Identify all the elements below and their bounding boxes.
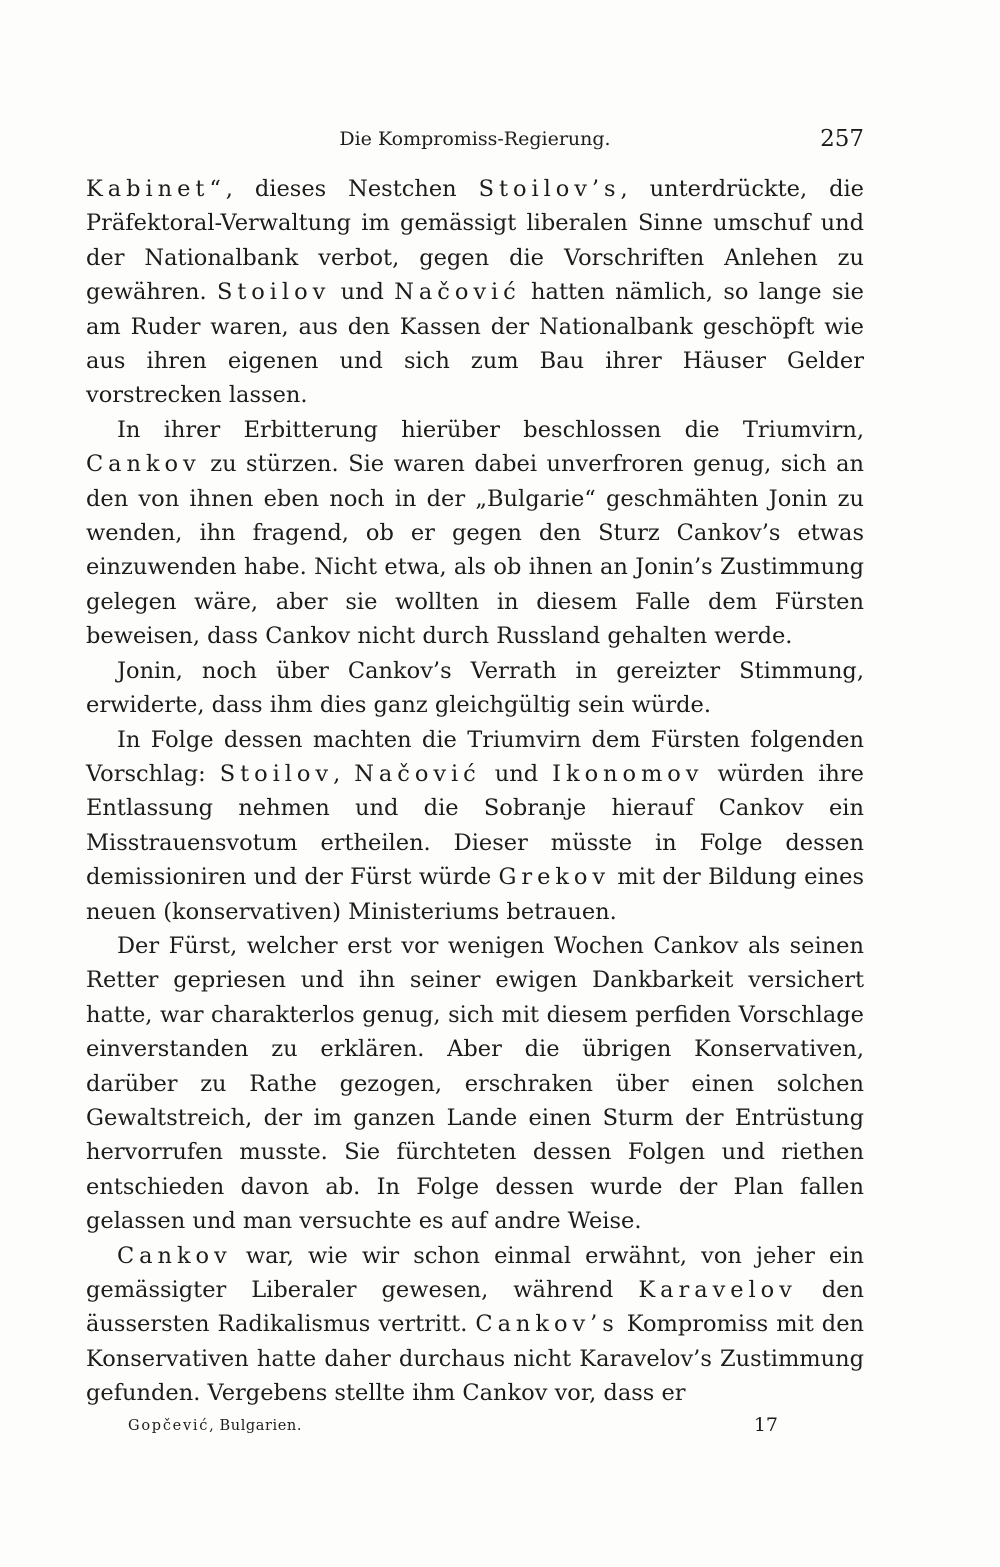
paragraph xyxy=(86,1239,864,1411)
paragraph xyxy=(86,723,864,929)
text-run: hatten nämlich, so lange sie am Ruder waren, aus den Kassen der Nationalbank geschöpft wie aus ihren eigenen und sich zum Bau ihrer Häuser Gelder vorstrecken lassen. xyxy=(86,279,865,409)
text-run: Jonin, noch über Cankov’s Verrath in gereizter Stimmung, erwiderte, dass ihm dies ganz gleichgültig sein würde. xyxy=(86,657,864,719)
spaced-name: Stoilov’s xyxy=(478,176,621,202)
paragraph xyxy=(86,654,864,723)
spaced-name: Stoilov xyxy=(216,279,331,306)
text-run: In ihrer Erbitterung hierüber beschlossen die Triumvirn, xyxy=(117,416,864,443)
text-run: , unterdrückte, die Präfektoral-Verwaltung im gemässigt liberalen Sinne umschuf und der Nationalbank verbot, gegen die Vorschriften Anlehen zu gewähren. xyxy=(86,176,864,306)
spaced-name: Stoilov xyxy=(219,760,334,787)
spaced-name: Cankov’s xyxy=(475,1311,619,1338)
printer-signature xyxy=(128,1418,302,1434)
text-run: , xyxy=(333,760,355,787)
body-text xyxy=(86,172,864,1411)
spaced-name: Karavelov xyxy=(638,1277,797,1303)
spaced-name: Cankov xyxy=(86,451,201,478)
text-run: zu stürzen. Sie waren dabei unverfroren genug, sich an den von ihnen eben noch in der „Bulgarie“ geschmähten Jonin zu wenden, ihn fragend, ob er gegen den Sturz Cankov’s etwas einzuwenden habe. Nicht etwa, als ob ihnen an Jonin’s Zustimmung gelegen wäre, aber sie wollten in diesem Falle dem Fürsten beweisen, dass Cankov nicht durch Russland gehalten werde. xyxy=(86,451,864,650)
text-run: mit der Bildung eines neuen (konservativen) Ministeriums betrauen. xyxy=(86,864,864,925)
running-head xyxy=(86,126,864,156)
text-run: Kompromiss mit den Konservativen hatte daher durchaus nicht Karavelov’s Zustimmung gefunden. Vergebens stellte ihm Cankov vor, dass er xyxy=(86,1311,865,1407)
text-run: und xyxy=(330,279,395,306)
text-run: und xyxy=(480,760,553,787)
spaced-name: Cankov xyxy=(117,1242,232,1269)
text-run: Der Fürst, welcher erst vor wenigen Wochen Cankov als seinen Retter gepriesen und ihn seiner ewigen Dankbarkeit versichert hatte, war charakterlos genug, sich mit diesem perfiden Vorschlage einverstanden zu erklären. Aber die übrigen Konservativen, darüber zu Rathe gezogen, erschraken über einen solchen Gewaltstreich, der im ganzen Lande einen Sturm der Entrüstung hervorrufen musste. Sie fürchteten dessen Folgen und riethen entschieden davon ab. In Folge dessen wurde der Plan fallen gelassen und man versuchte es auf andre Weise. xyxy=(86,932,864,1235)
footer xyxy=(128,1414,778,1438)
page-number: 257 xyxy=(820,126,864,152)
signature-author: Gopčević xyxy=(128,1418,210,1434)
paragraph xyxy=(86,172,864,413)
paragraph xyxy=(86,929,864,1239)
spaced-name: Grekov xyxy=(498,864,611,891)
signature-title: , Bulgarien. xyxy=(209,1418,303,1434)
text-run: , dieses Nestchen xyxy=(225,176,479,202)
spaced-name: Ikonomov xyxy=(552,760,704,787)
sheet-mark: 17 xyxy=(753,1414,778,1436)
paragraph xyxy=(86,413,864,654)
spaced-name: Načović xyxy=(354,760,481,787)
spaced-name: Načović xyxy=(394,279,521,306)
text-run: den äussersten Radikalismus vertritt. xyxy=(86,1277,864,1338)
text-run: In Folge dessen machten die Triumvirn dem Fürsten folgenden Vorschlag: xyxy=(86,726,864,787)
text-run: war, wie wir schon einmal erwähnt, von jeher ein gemässigter Liberaler gewesen, während xyxy=(86,1242,864,1303)
running-title: Die Kompromiss-Regierung. xyxy=(339,128,611,150)
spaced-name: Kabinet“ xyxy=(86,176,226,202)
text-run: würden ihre Entlassung nehmen und die Sobranje hierauf Cankov ein Misstrauensvotum ertheilen. Dieser müsste in Folge dessen demissioniren und der Fürst würde xyxy=(86,760,864,891)
